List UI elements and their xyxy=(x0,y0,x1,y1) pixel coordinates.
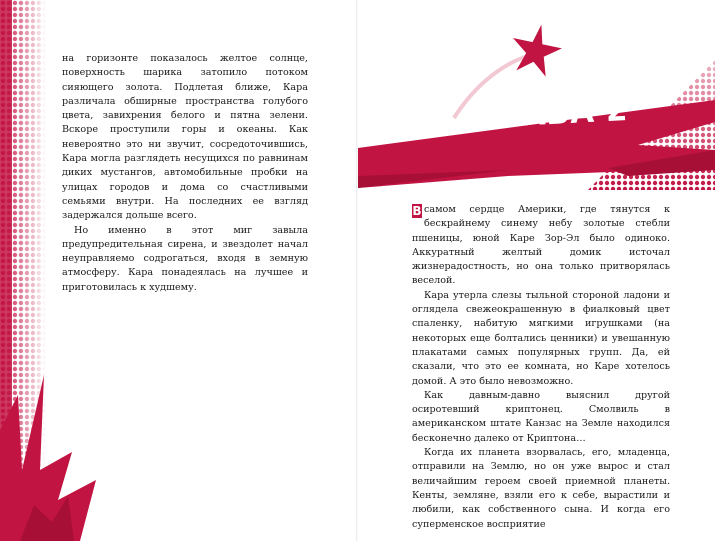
star-icon xyxy=(507,19,566,78)
right-paragraph: Кара утерла слезы тыльной стороной ладони и огляделa свежеокрашенную в фиалковый цвет спаленку, набитую мягкими игрушками (на некоторых еще болтались ценники) и увешанную плакатами самых популярных групп. Да, ей сказали, что это ее комната, но Каре хотелось домой. А это было невозможно. xyxy=(412,289,670,387)
chapter-title: ГЛАВА 2 xyxy=(474,91,629,136)
first-paragraph-text: самом сердце Америки, где тянутся к бескрайнему синему небу золотые стебли пшеницы, юной Каре Зор-Эл было одиноко. Аккуратный желтый домик источал жизнерадостность, но она только притворялась веселой. xyxy=(412,204,670,287)
right-paragraph xyxy=(412,203,670,289)
right-paragraph: Как давным-давно выяснил другой осиротевший криптонец. Смолвиль в американском штате Канзас на Земле находился бесконечно далеко от Криптона… xyxy=(412,389,670,444)
right-paragraph: Когда их планета взорвалась, его, младенца, отправили на Землю, но он уже вырос и стал величайшим героем своей приемной планеты. Кенты, земляне, взяли его к себе, вырастили и любили, как собственного сына. И когда его суперменское восприятие xyxy=(412,447,670,530)
left-page xyxy=(0,0,357,541)
dropcap: В xyxy=(412,204,422,218)
left-paragraph: на горизонте показалось желтое солнце, поверхность шарика затопило потоком сияющего золота. Подлетая ближе, Кара различала обширные пространства голубого цвета, завихрения белого и пятна зелени. Вскоре проступили горы и океаны. Как невероятно это ни звучит, сосредоточившись, Кара могла разглядеть несущихся по равнинам диких мустангов, автомобильные пробки на улицах городов и дома со счастливыми семьями внутри. На последних ее взгляд задержался дольше всего. xyxy=(62,53,308,222)
right-body-text xyxy=(412,203,670,532)
right-page xyxy=(358,0,715,541)
left-body-text xyxy=(62,52,308,295)
left-paragraph: Но именно в этот миг завыла предупредительная сирена, и звездолет начал неуправляемо содрогаться, входя в земную атмосферу. Кара понадеялась на лучшее и приготовилась к худшему. xyxy=(62,224,308,293)
